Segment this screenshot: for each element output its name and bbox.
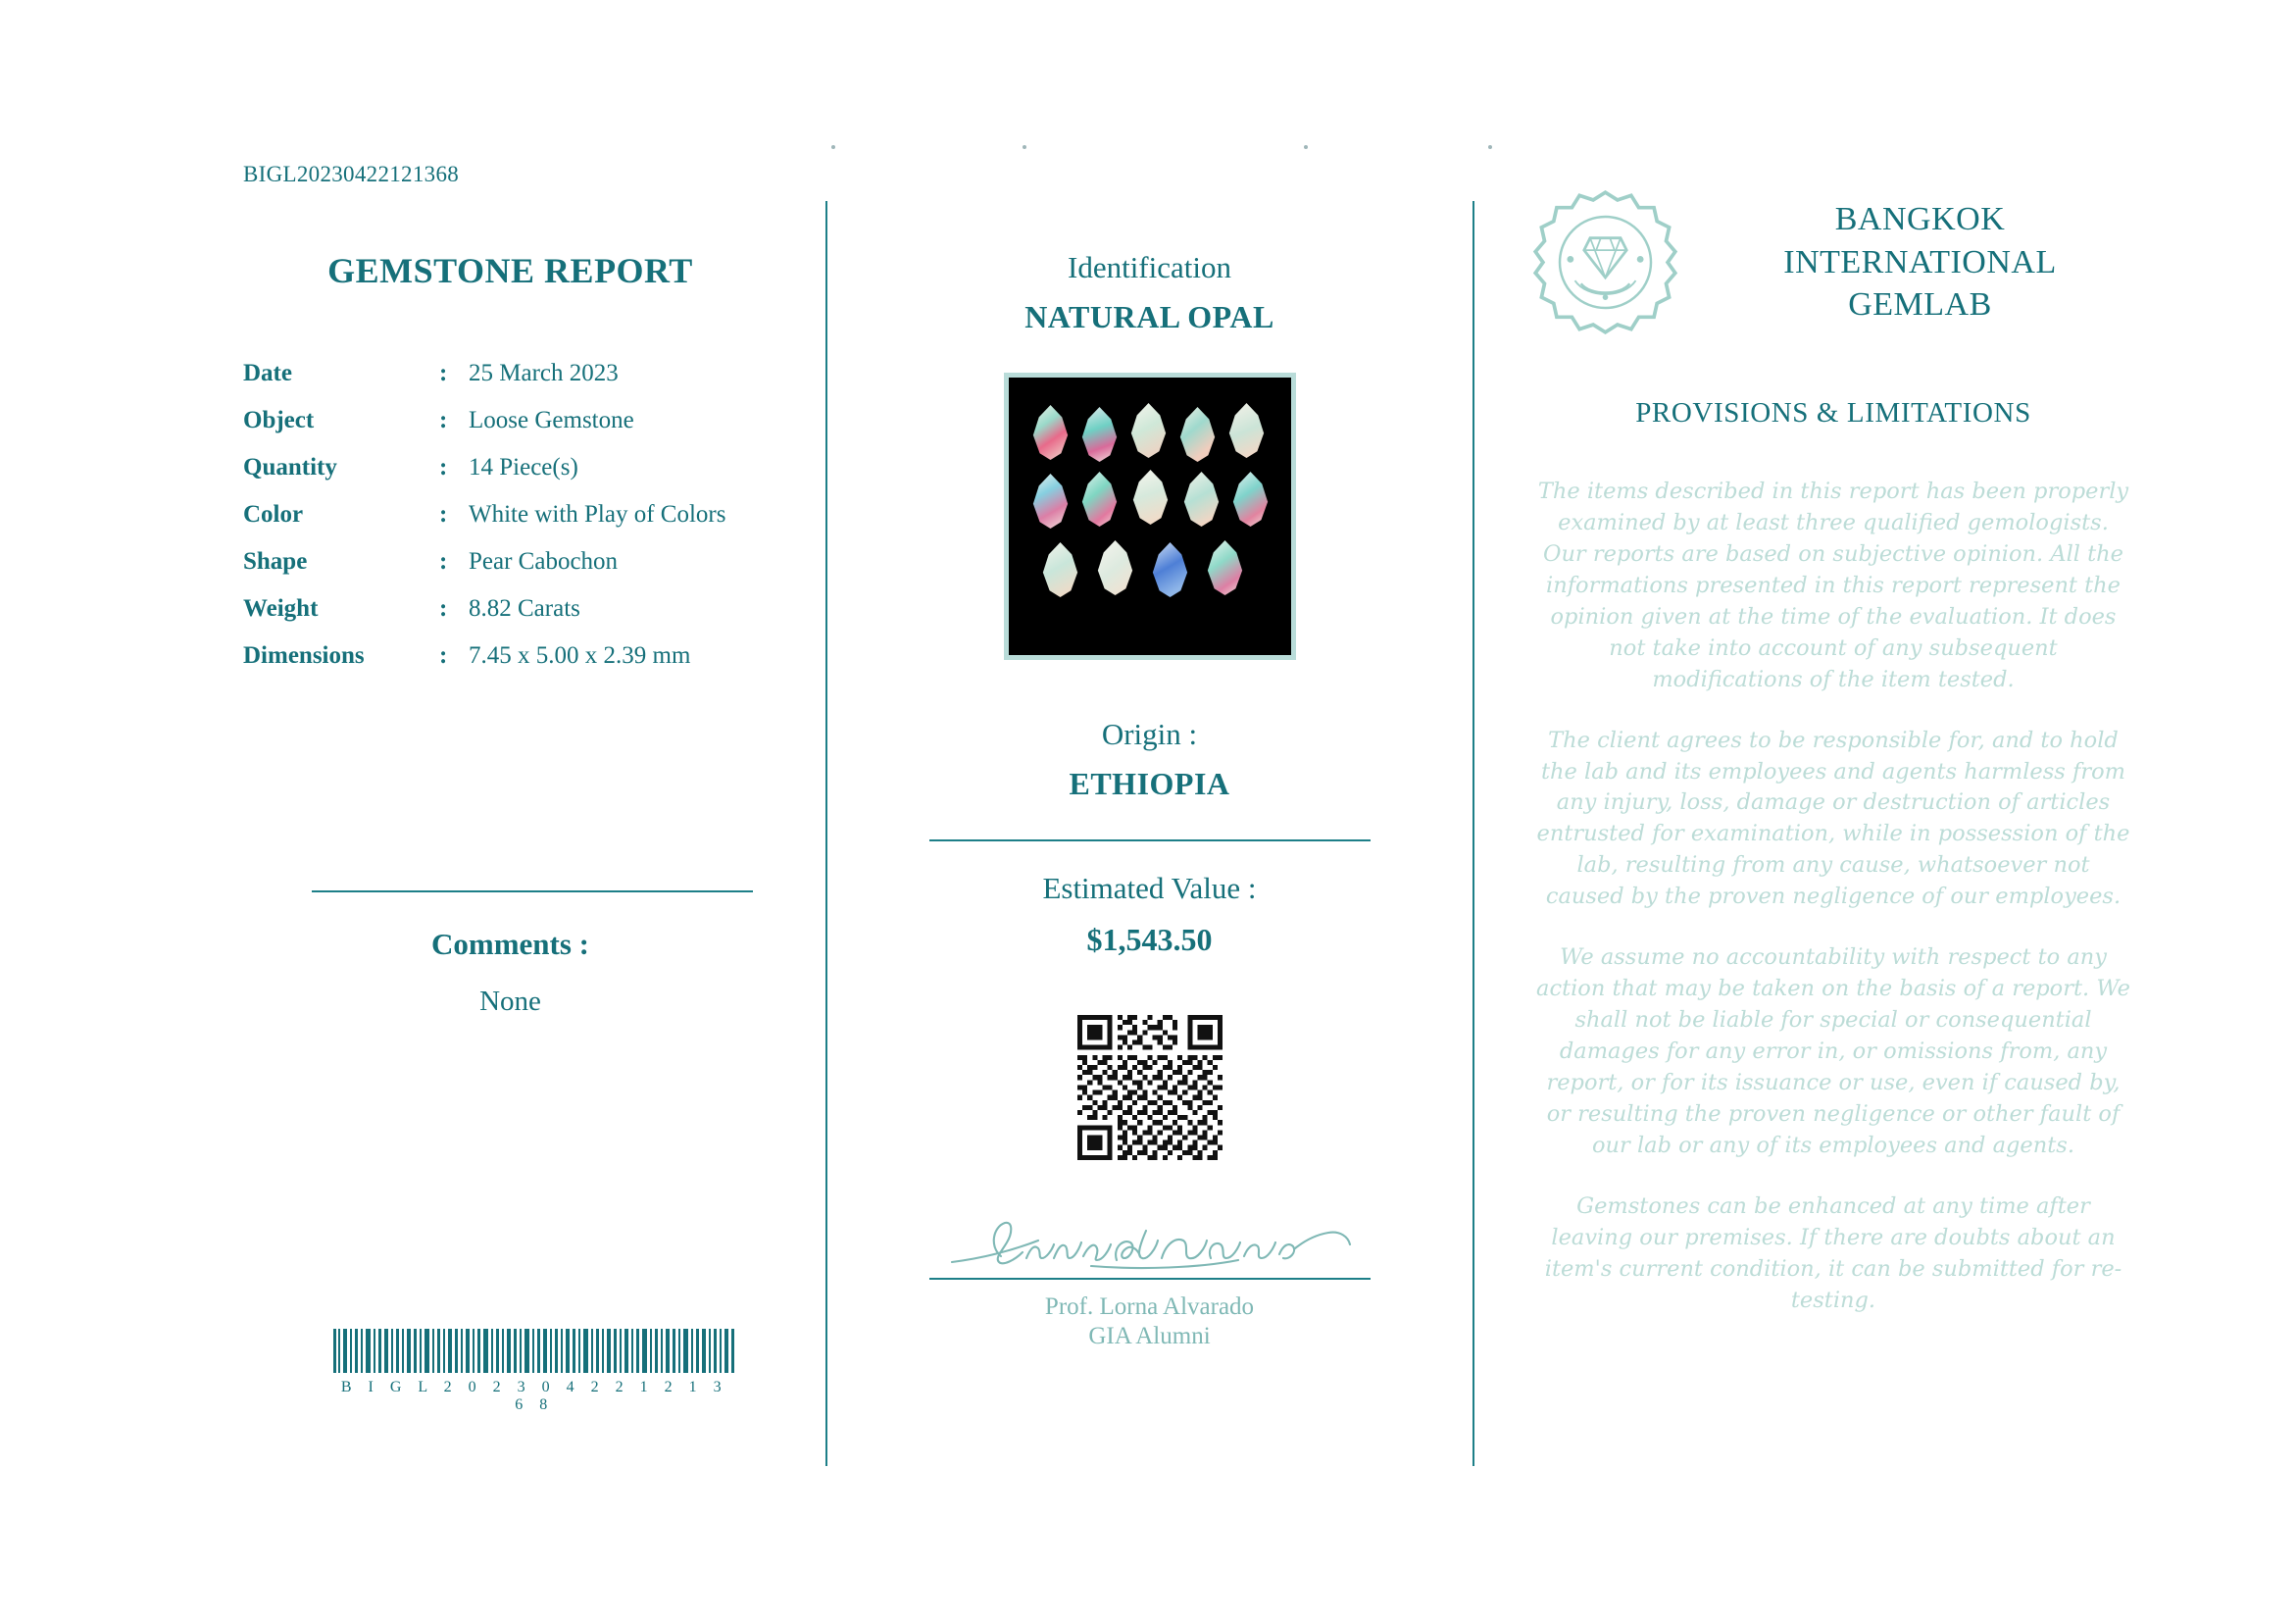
signatory-credential: GIA Alumni	[1088, 1323, 1211, 1349]
table-row	[243, 491, 777, 538]
spec-colon: :	[439, 454, 448, 481]
registration-dot	[1304, 145, 1308, 149]
brand-title	[1703, 198, 2137, 327]
identification-value: NATURAL OPAL	[1024, 299, 1274, 334]
provision-paragraph-4: Gemstones can be enhanced at any time after leaving our premises. If there are doubts about an item's current condition, it can be submitted for re-testing.	[1544, 1192, 2122, 1313]
registration-dot	[1023, 145, 1026, 149]
column-divider-right	[1472, 201, 1474, 1466]
spec-colon: :	[439, 407, 448, 433]
provision-paragraph-3: We assume no accountability with respect to any action that may be taken on the basis of a report. We shall not be liable for special or consequential damages for any error in, or omissions from, any report, or for its issuance or use, even if caused by, or resulting the proven negligence or other fault of our lab or any of its employees and agents.	[1536, 944, 2130, 1158]
comments-divider	[312, 890, 753, 892]
registration-dot	[1488, 145, 1492, 149]
page-title: GEMSTONE REPORT	[327, 251, 693, 290]
brand-line-1: BANGKOK	[1834, 201, 2006, 238]
table-row	[243, 538, 777, 585]
provisions-column	[1529, 186, 2137, 1346]
barcode-text: B I G L 2 0 2 3 0 4 2 2 1 2 1 3 6 8	[340, 1379, 728, 1413]
report-id: BIGL20230422121368	[243, 162, 460, 186]
comments-title: Comments :	[431, 927, 589, 961]
spec-value-dimensions: 7.45 x 5.00 x 2.39 mm	[469, 642, 691, 669]
spec-label-color: Color	[243, 501, 304, 528]
signatory-name: Prof. Lorna Alvarado	[1044, 1293, 1255, 1320]
spec-label-shape: Shape	[243, 548, 308, 575]
column-divider-left	[825, 201, 827, 1466]
barcode-icon	[333, 1329, 735, 1373]
table-row	[243, 633, 777, 680]
spec-colon: :	[439, 360, 448, 386]
spec-label-quantity: Quantity	[243, 454, 337, 481]
spec-value-date: 25 March 2023	[469, 360, 619, 386]
provision-paragraph-2: The client agrees to be responsible for, and to hold the lab and its employees and agents harmless from any injury, loss, damage or destruction of articles entrusted for examination, while in possession of the lab, resulting from any cause, whatsoever not caused by the proven negligence of our employees.	[1536, 727, 2130, 910]
provisions-title: PROVISIONS & LIMITATIONS	[1635, 397, 2031, 429]
registration-dot	[831, 145, 835, 149]
brand-line-2: INTERNATIONAL	[1783, 243, 2057, 280]
spec-label-weight: Weight	[243, 595, 319, 622]
spec-label-object: Object	[243, 407, 315, 433]
provision-paragraph-1: The items described in this report has been properly examined by at least three qualified gemologists. Our reports are based on subjective opinion. All the informations presented in this report represent the opinion given at the time of the evaluation. It does not take into account of any subsequent modifications of the item tested.	[1537, 479, 2129, 692]
brand-header	[1529, 186, 2137, 338]
gemlab-logo-icon	[1529, 186, 1681, 338]
spec-label-date: Date	[243, 360, 292, 386]
spec-colon: :	[439, 501, 448, 528]
table-row	[243, 585, 777, 633]
estimated-value-amount: $1,543.50	[1086, 922, 1213, 957]
spec-value-object: Loose Gemstone	[469, 407, 634, 433]
value-divider	[929, 839, 1371, 841]
spec-colon: :	[439, 595, 448, 622]
spec-value-weight: 8.82 Carats	[469, 595, 580, 622]
table-row	[243, 397, 777, 444]
barcode-block	[333, 1329, 735, 1414]
signature-icon	[944, 1201, 1356, 1278]
comments-value: None	[479, 986, 541, 1017]
origin-label: Origin :	[1101, 717, 1198, 751]
specs-table	[243, 350, 777, 680]
table-row	[243, 444, 777, 491]
qr-code-icon[interactable]	[1077, 1015, 1223, 1160]
spec-value-color: White with Play of Colors	[469, 501, 726, 528]
identification-column	[882, 250, 1417, 1348]
spec-value-quantity: 14 Piece(s)	[469, 454, 578, 481]
gemstone-report-column	[243, 250, 777, 680]
estimated-value-label: Estimated Value :	[1042, 871, 1257, 905]
spec-colon: :	[439, 548, 448, 575]
provisions-body	[1529, 477, 2137, 1317]
table-row	[243, 350, 777, 397]
signature-block	[882, 1201, 1417, 1348]
spec-label-dimensions: Dimensions	[243, 642, 365, 669]
signature-line	[929, 1278, 1371, 1280]
brand-line-3: GEMLAB	[1848, 286, 1992, 324]
origin-value: ETHIOPIA	[1069, 766, 1230, 801]
gemstone-photo	[1004, 373, 1296, 660]
spec-colon: :	[439, 642, 448, 669]
identification-label: Identification	[1068, 250, 1231, 284]
spec-value-shape: Pear Cabochon	[469, 548, 619, 575]
